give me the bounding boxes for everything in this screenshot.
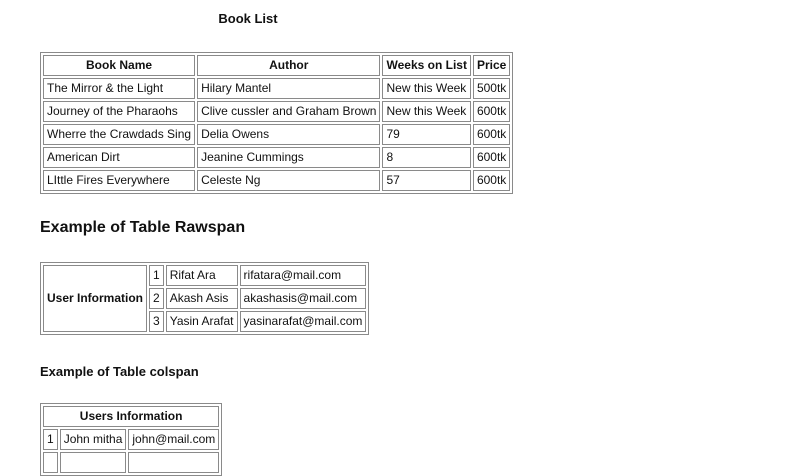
table-header-row [43, 406, 219, 427]
weeks-cell: 79 [382, 124, 470, 145]
table-row [43, 429, 219, 450]
index-cell: 1 [43, 429, 58, 450]
email-cell: rifatara@mail.com [240, 265, 367, 286]
table-row [43, 101, 510, 122]
column-header-book-name: Book Name [43, 55, 195, 76]
author-cell: Clive cussler and Graham Brown [197, 101, 380, 122]
weeks-cell: New this Week [382, 78, 470, 99]
price-cell: 500tk [473, 78, 510, 99]
table-row [43, 147, 510, 168]
price-cell: 600tk [473, 101, 510, 122]
book-name-cell: The Mirror & the Light [43, 78, 195, 99]
book-name-cell: Wherre the Crawdads Sing [43, 124, 195, 145]
name-cell: Akash Asis [166, 288, 238, 309]
weeks-cell: 8 [382, 147, 470, 168]
price-cell: 600tk [473, 170, 510, 191]
author-cell: Hilary Mantel [197, 78, 380, 99]
group-label-cell: User Information [43, 265, 147, 332]
weeks-cell: 57 [382, 170, 470, 191]
column-header-weeks: Weeks on List [382, 55, 470, 76]
email-cell: john@mail.com [128, 429, 219, 450]
index-cell: 3 [149, 311, 164, 332]
table-header-row [43, 55, 510, 76]
name-cell [60, 452, 127, 473]
table-row [43, 452, 219, 473]
name-cell: Rifat Ara [166, 265, 238, 286]
index-cell [43, 452, 58, 473]
book-name-cell: Journey of the Pharaohs [43, 101, 195, 122]
page-title: Book List [218, 11, 278, 26]
rowspan-heading: Example of Table Rawspan [40, 219, 246, 236]
price-cell: 600tk [473, 124, 510, 145]
table-row [43, 170, 510, 191]
rowspan-table [40, 262, 369, 335]
weeks-cell: New this Week [382, 101, 470, 122]
price-cell: 600tk [473, 147, 510, 168]
book-name-cell: American Dirt [43, 147, 195, 168]
column-header-author: Author [197, 55, 380, 76]
colspan-header-cell: Users Information [43, 406, 219, 427]
author-cell: Celeste Ng [197, 170, 380, 191]
colspan-table [40, 403, 222, 476]
table-row [43, 78, 510, 99]
email-cell: yasinarafat@mail.com [240, 311, 367, 332]
table-row [43, 265, 366, 286]
email-cell [128, 452, 219, 473]
book-list-table [40, 52, 513, 194]
index-cell: 2 [149, 288, 164, 309]
author-cell: Jeanine Cummings [197, 147, 380, 168]
index-cell: 1 [149, 265, 164, 286]
name-cell: Yasin Arafat [166, 311, 238, 332]
author-cell: Delia Owens [197, 124, 380, 145]
column-header-price: Price [473, 55, 510, 76]
name-cell: John mitha [60, 429, 127, 450]
table-row [43, 124, 510, 145]
colspan-heading: Example of Table colspan [40, 364, 199, 379]
email-cell: akashasis@mail.com [240, 288, 367, 309]
book-name-cell: LIttle Fires Everywhere [43, 170, 195, 191]
